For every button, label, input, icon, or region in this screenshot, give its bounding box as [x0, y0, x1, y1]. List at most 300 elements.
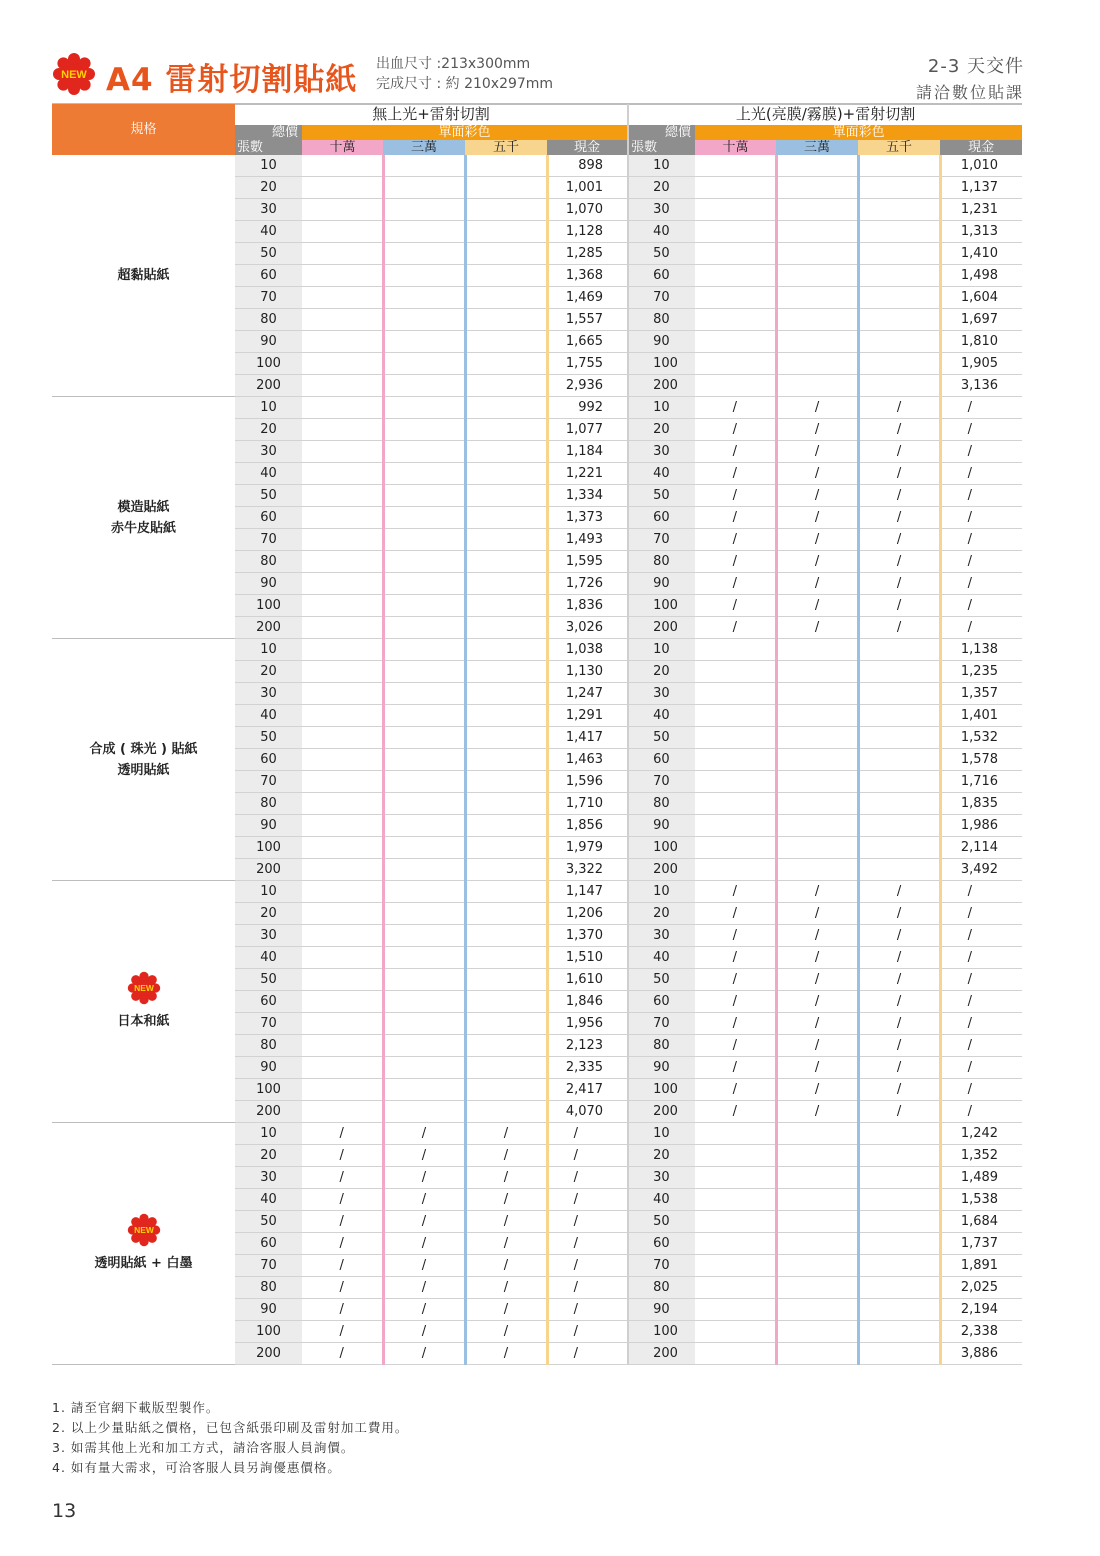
qty-cell: 50 — [235, 243, 302, 265]
price-cell: / — [465, 1277, 547, 1299]
qty-cell: 10 — [628, 639, 695, 661]
cash-price-cell: 1,334 — [547, 485, 628, 507]
cash-price-cell: 1,489 — [940, 1167, 1022, 1189]
finish-size: 完成尺寸 : 約 210x297mm — [376, 76, 554, 92]
price-cell — [776, 353, 858, 375]
cash-price-cell: 4,070 — [547, 1101, 628, 1123]
cash-price-cell: 2,936 — [547, 375, 628, 397]
qty-cell: 10 — [235, 397, 302, 419]
price-cell: / — [465, 1343, 547, 1365]
cash-price-cell: 1,184 — [547, 441, 628, 463]
cash-price-cell: 1,710 — [547, 793, 628, 815]
material-label — [52, 881, 235, 1123]
price-cell: / — [776, 507, 858, 529]
page-number: 13 — [52, 1500, 77, 1522]
price-cell — [695, 1211, 776, 1233]
cash-price-cell: 1,835 — [940, 793, 1022, 815]
page-header — [52, 44, 1024, 100]
price-cell: / — [695, 617, 776, 639]
price-cell: / — [465, 1145, 547, 1167]
price-cell — [465, 529, 547, 551]
qty-cell: 20 — [628, 661, 695, 683]
price-cell — [465, 903, 547, 925]
price-cell: / — [858, 485, 940, 507]
price-cell — [776, 1189, 858, 1211]
cash-price-cell: / — [547, 1189, 628, 1211]
cash-price-cell: / — [940, 419, 1022, 441]
price-cell: / — [383, 1299, 465, 1321]
price-cell — [465, 265, 547, 287]
price-cell: / — [776, 419, 858, 441]
cash-price-cell: 1,726 — [547, 573, 628, 595]
price-cell: / — [695, 947, 776, 969]
price-cell — [302, 925, 383, 947]
price-cell — [302, 265, 383, 287]
price-cell — [302, 551, 383, 573]
price-cell: / — [695, 925, 776, 947]
qty-cell: 100 — [235, 1079, 302, 1101]
price-cell — [858, 1277, 940, 1299]
qty-cell: 80 — [235, 1277, 302, 1299]
price-cell: / — [465, 1211, 547, 1233]
price-cell — [695, 793, 776, 815]
price-cell — [858, 1167, 940, 1189]
price-cell — [695, 705, 776, 727]
notes — [52, 1398, 408, 1478]
price-cell — [302, 485, 383, 507]
cash-price-cell: / — [940, 617, 1022, 639]
cash-price-cell: 1,956 — [547, 1013, 628, 1035]
price-cell — [302, 309, 383, 331]
cash-price-cell: 2,123 — [547, 1035, 628, 1057]
qty-cell: 40 — [628, 463, 695, 485]
qty-cell: 100 — [628, 1321, 695, 1343]
cash-price-cell: 1,604 — [940, 287, 1022, 309]
price-cell: / — [695, 1057, 776, 1079]
price-cell — [302, 639, 383, 661]
price-cell — [858, 1321, 940, 1343]
price-cell — [465, 199, 547, 221]
cash-price-cell: 3,026 — [547, 617, 628, 639]
cash-price-cell: 1,532 — [940, 727, 1022, 749]
price-cell — [383, 793, 465, 815]
price-cell: / — [465, 1299, 547, 1321]
price-cell — [858, 749, 940, 771]
price-cell — [776, 265, 858, 287]
price-cell — [465, 705, 547, 727]
price-cell: / — [858, 925, 940, 947]
price-cell — [858, 199, 940, 221]
price-cell — [858, 155, 940, 177]
price-cell: / — [383, 1277, 465, 1299]
price-cell — [465, 397, 547, 419]
price-cell — [858, 815, 940, 837]
price-cell — [776, 375, 858, 397]
qty-cell: 100 — [235, 595, 302, 617]
price-cell: / — [465, 1189, 547, 1211]
price-cell — [465, 661, 547, 683]
cash-price-cell: 2,025 — [940, 1277, 1022, 1299]
price-cell: / — [776, 1101, 858, 1123]
qty-cell: 20 — [235, 419, 302, 441]
total-price-label: 總價 — [628, 125, 695, 140]
price-cell: / — [465, 1255, 547, 1277]
cash-price-cell: 1,357 — [940, 683, 1022, 705]
qty-cell: 30 — [628, 199, 695, 221]
price-cell: / — [383, 1343, 465, 1365]
price-cell — [465, 639, 547, 661]
price-cell — [776, 837, 858, 859]
price-cell — [465, 595, 547, 617]
price-cell: / — [302, 1299, 383, 1321]
price-cell — [383, 881, 465, 903]
price-cell — [695, 353, 776, 375]
price-cell — [302, 859, 383, 881]
qty-label: 張數 — [628, 140, 695, 155]
qty-cell: 10 — [628, 397, 695, 419]
qty-cell: 90 — [628, 1299, 695, 1321]
price-cell — [302, 837, 383, 859]
qty-cell: 10 — [628, 155, 695, 177]
price-cell: / — [858, 1035, 940, 1057]
qty-cell: 50 — [628, 727, 695, 749]
price-cell: / — [858, 551, 940, 573]
qty-cell: 90 — [235, 573, 302, 595]
cash-price-cell: 2,114 — [940, 837, 1022, 859]
price-cell: / — [695, 903, 776, 925]
price-cell — [302, 375, 383, 397]
price-cell: / — [858, 397, 940, 419]
price-cell — [695, 1145, 776, 1167]
price-cell — [858, 859, 940, 881]
qty-cell: 90 — [235, 815, 302, 837]
cash-price-cell: / — [940, 1079, 1022, 1101]
qty-cell: 10 — [235, 1123, 302, 1145]
qty-cell: 40 — [235, 463, 302, 485]
price-cell — [383, 287, 465, 309]
price-cell — [465, 947, 547, 969]
price-cell — [776, 661, 858, 683]
price-cell — [465, 1101, 547, 1123]
new-badge-icon — [127, 1213, 161, 1247]
price-cell — [465, 925, 547, 947]
qty-cell: 60 — [628, 507, 695, 529]
price-cell: / — [465, 1123, 547, 1145]
price-cell — [776, 221, 858, 243]
qty-cell: 40 — [235, 947, 302, 969]
price-cell — [383, 485, 465, 507]
qty-cell: 50 — [628, 243, 695, 265]
svg-text:NEW: NEW — [61, 69, 87, 81]
price-cell — [776, 1321, 858, 1343]
price-cell — [302, 771, 383, 793]
qty-cell: 60 — [628, 265, 695, 287]
qty-cell: 40 — [235, 221, 302, 243]
price-cell — [776, 1277, 858, 1299]
price-cell — [858, 793, 940, 815]
price-cell: / — [695, 485, 776, 507]
price-cell: / — [858, 441, 940, 463]
price-cell — [302, 287, 383, 309]
cash-price-cell: 992 — [547, 397, 628, 419]
cash-price-cell: 1,610 — [547, 969, 628, 991]
qty-cell: 50 — [235, 485, 302, 507]
cash-price-cell: / — [940, 991, 1022, 1013]
price-cell — [383, 1101, 465, 1123]
price-cell — [383, 441, 465, 463]
material-label — [52, 1123, 235, 1365]
price-cell: / — [776, 1013, 858, 1035]
price-cell: / — [302, 1123, 383, 1145]
price-cell: / — [776, 617, 858, 639]
total-price-label: 總價 — [235, 125, 302, 140]
cash-price-cell: / — [940, 485, 1022, 507]
cash-price-cell: / — [940, 969, 1022, 991]
price-cell — [858, 771, 940, 793]
qty-cell: 60 — [235, 749, 302, 771]
price-cell — [695, 1277, 776, 1299]
price-cell — [302, 331, 383, 353]
price-cell — [383, 507, 465, 529]
price-cell — [858, 1255, 940, 1277]
qty-cell: 10 — [235, 639, 302, 661]
cash-price-cell: 1,891 — [940, 1255, 1022, 1277]
cash-price-cell: 3,322 — [547, 859, 628, 881]
price-cell — [858, 639, 940, 661]
price-cell — [383, 1035, 465, 1057]
qty-cell: 200 — [235, 1343, 302, 1365]
price-cell: / — [695, 507, 776, 529]
price-cell: / — [776, 947, 858, 969]
qty-cell: 70 — [235, 1013, 302, 1035]
qty-cell: 60 — [235, 1233, 302, 1255]
qty-cell: 70 — [235, 287, 302, 309]
cash-price-cell: 1,856 — [547, 815, 628, 837]
cash-price-cell: 3,492 — [940, 859, 1022, 881]
qty-cell: 90 — [628, 1057, 695, 1079]
turnaround-days: 2-3 天交件 — [927, 56, 1024, 77]
price-cell — [465, 815, 547, 837]
price-cell — [465, 1035, 547, 1057]
price-cell — [858, 1343, 940, 1365]
qty-cell: 50 — [235, 969, 302, 991]
qty-cell: 200 — [628, 617, 695, 639]
cash-price-cell: 1,221 — [547, 463, 628, 485]
price-cell: / — [776, 1079, 858, 1101]
qty-cell: 20 — [628, 177, 695, 199]
table-row — [52, 1123, 1022, 1145]
cash-price-cell: 898 — [547, 155, 628, 177]
price-cell — [383, 1057, 465, 1079]
price-cell: / — [858, 991, 940, 1013]
price-cell — [302, 1101, 383, 1123]
price-cell — [465, 771, 547, 793]
price-cell — [465, 353, 547, 375]
price-cell: / — [858, 1057, 940, 1079]
price-cell — [776, 287, 858, 309]
cash-price-cell: 1,755 — [547, 353, 628, 375]
qty-cell: 40 — [235, 705, 302, 727]
price-cell — [858, 265, 940, 287]
qty-cell: 70 — [628, 287, 695, 309]
price-cell — [858, 705, 940, 727]
price-cell — [302, 793, 383, 815]
cash-price-cell: / — [547, 1211, 628, 1233]
qty-cell: 10 — [235, 155, 302, 177]
cash-price-cell: 1,410 — [940, 243, 1022, 265]
price-cell — [465, 243, 547, 265]
material-name: 透明貼紙 — [117, 762, 170, 778]
price-cell: / — [858, 1079, 940, 1101]
price-cell: / — [695, 397, 776, 419]
cash-price-cell: 1,810 — [940, 331, 1022, 353]
price-cell — [858, 375, 940, 397]
price-cell — [695, 859, 776, 881]
cash-price-cell: 1,137 — [940, 177, 1022, 199]
price-cell — [465, 969, 547, 991]
price-cell — [858, 331, 940, 353]
price-cell — [776, 793, 858, 815]
qty-cell: 80 — [235, 1035, 302, 1057]
price-cell — [776, 705, 858, 727]
price-cell — [302, 397, 383, 419]
price-cell — [302, 243, 383, 265]
price-cell — [695, 265, 776, 287]
price-cell: / — [776, 463, 858, 485]
cash-price-cell: 1,836 — [547, 595, 628, 617]
price-cell — [302, 903, 383, 925]
qty-cell: 20 — [628, 1145, 695, 1167]
price-cell — [302, 749, 383, 771]
price-cell — [302, 1013, 383, 1035]
price-cell — [383, 903, 465, 925]
price-cell — [302, 155, 383, 177]
price-cell — [858, 1189, 940, 1211]
material-label — [52, 155, 235, 397]
price-cell — [302, 683, 383, 705]
cash-price-cell: 1,905 — [940, 353, 1022, 375]
price-cell — [302, 991, 383, 1013]
price-cell — [383, 661, 465, 683]
qty-cell: 80 — [628, 793, 695, 815]
contact-department: 請洽數位貼課 — [915, 83, 1024, 102]
price-cell — [383, 705, 465, 727]
price-cell — [465, 793, 547, 815]
price-cell — [383, 551, 465, 573]
price-cell: / — [776, 1057, 858, 1079]
cash-price-cell: 1,010 — [940, 155, 1022, 177]
price-cell — [695, 331, 776, 353]
price-cell — [465, 309, 547, 331]
price-cell — [695, 221, 776, 243]
price-cell — [776, 1299, 858, 1321]
qty-cell: 100 — [628, 353, 695, 375]
price-cell — [383, 573, 465, 595]
price-cell — [383, 353, 465, 375]
price-cell — [695, 1343, 776, 1365]
qty-cell: 10 — [628, 1123, 695, 1145]
cash-price-cell: / — [940, 1101, 1022, 1123]
price-cell — [776, 771, 858, 793]
cash-price-cell: / — [940, 595, 1022, 617]
price-cell: / — [695, 1013, 776, 1035]
price-cell — [695, 815, 776, 837]
single-side-color-band: 單面彩色 — [695, 125, 1022, 140]
price-cell — [383, 683, 465, 705]
price-cell — [465, 617, 547, 639]
price-cell — [465, 419, 547, 441]
cash-price-cell: / — [940, 947, 1022, 969]
qty-cell: 90 — [628, 815, 695, 837]
price-cell: / — [465, 1167, 547, 1189]
cash-price-cell: 1,498 — [940, 265, 1022, 287]
price-cell — [465, 727, 547, 749]
cash-price-cell: 1,313 — [940, 221, 1022, 243]
price-cell — [383, 595, 465, 617]
price-cell: / — [695, 551, 776, 573]
cash-price-cell: / — [547, 1145, 628, 1167]
price-cell: / — [695, 573, 776, 595]
size-specs — [376, 54, 553, 94]
price-cell: / — [776, 397, 858, 419]
price-cell — [465, 485, 547, 507]
cash-price-cell: / — [940, 397, 1022, 419]
price-cell — [383, 419, 465, 441]
col-cash-header: 現金 — [940, 140, 1022, 155]
price-cell: / — [465, 1233, 547, 1255]
price-cell — [465, 155, 547, 177]
price-cell — [465, 507, 547, 529]
price-cell — [465, 991, 547, 1013]
cash-price-cell: 1,463 — [547, 749, 628, 771]
price-cell — [858, 683, 940, 705]
price-cell — [302, 463, 383, 485]
qty-cell: 100 — [628, 837, 695, 859]
qty-cell: 90 — [628, 573, 695, 595]
material-name: 超黏貼紙 — [117, 268, 170, 283]
price-cell — [383, 375, 465, 397]
price-cell: / — [858, 903, 940, 925]
price-cell — [695, 177, 776, 199]
price-cell: / — [776, 529, 858, 551]
price-cell — [465, 749, 547, 771]
cash-price-cell: 1,352 — [940, 1145, 1022, 1167]
price-cell — [858, 353, 940, 375]
qty-cell: 100 — [235, 1321, 302, 1343]
price-cell: / — [302, 1255, 383, 1277]
price-cell — [858, 309, 940, 331]
cash-price-cell: 3,886 — [940, 1343, 1022, 1365]
price-cell — [695, 749, 776, 771]
price-cell — [383, 463, 465, 485]
price-cell: / — [302, 1211, 383, 1233]
price-cell: / — [302, 1343, 383, 1365]
qty-cell: 200 — [235, 1101, 302, 1123]
price-cell — [383, 177, 465, 199]
price-cell — [465, 375, 547, 397]
qty-cell: 20 — [235, 903, 302, 925]
price-cell — [383, 1079, 465, 1101]
price-cell — [465, 331, 547, 353]
price-cell: / — [695, 881, 776, 903]
qty-cell: 70 — [628, 529, 695, 551]
price-cell — [465, 463, 547, 485]
cash-price-cell: 1,070 — [547, 199, 628, 221]
price-cell: / — [776, 881, 858, 903]
table-row — [52, 881, 1022, 903]
price-cell — [383, 749, 465, 771]
qty-cell: 80 — [235, 309, 302, 331]
